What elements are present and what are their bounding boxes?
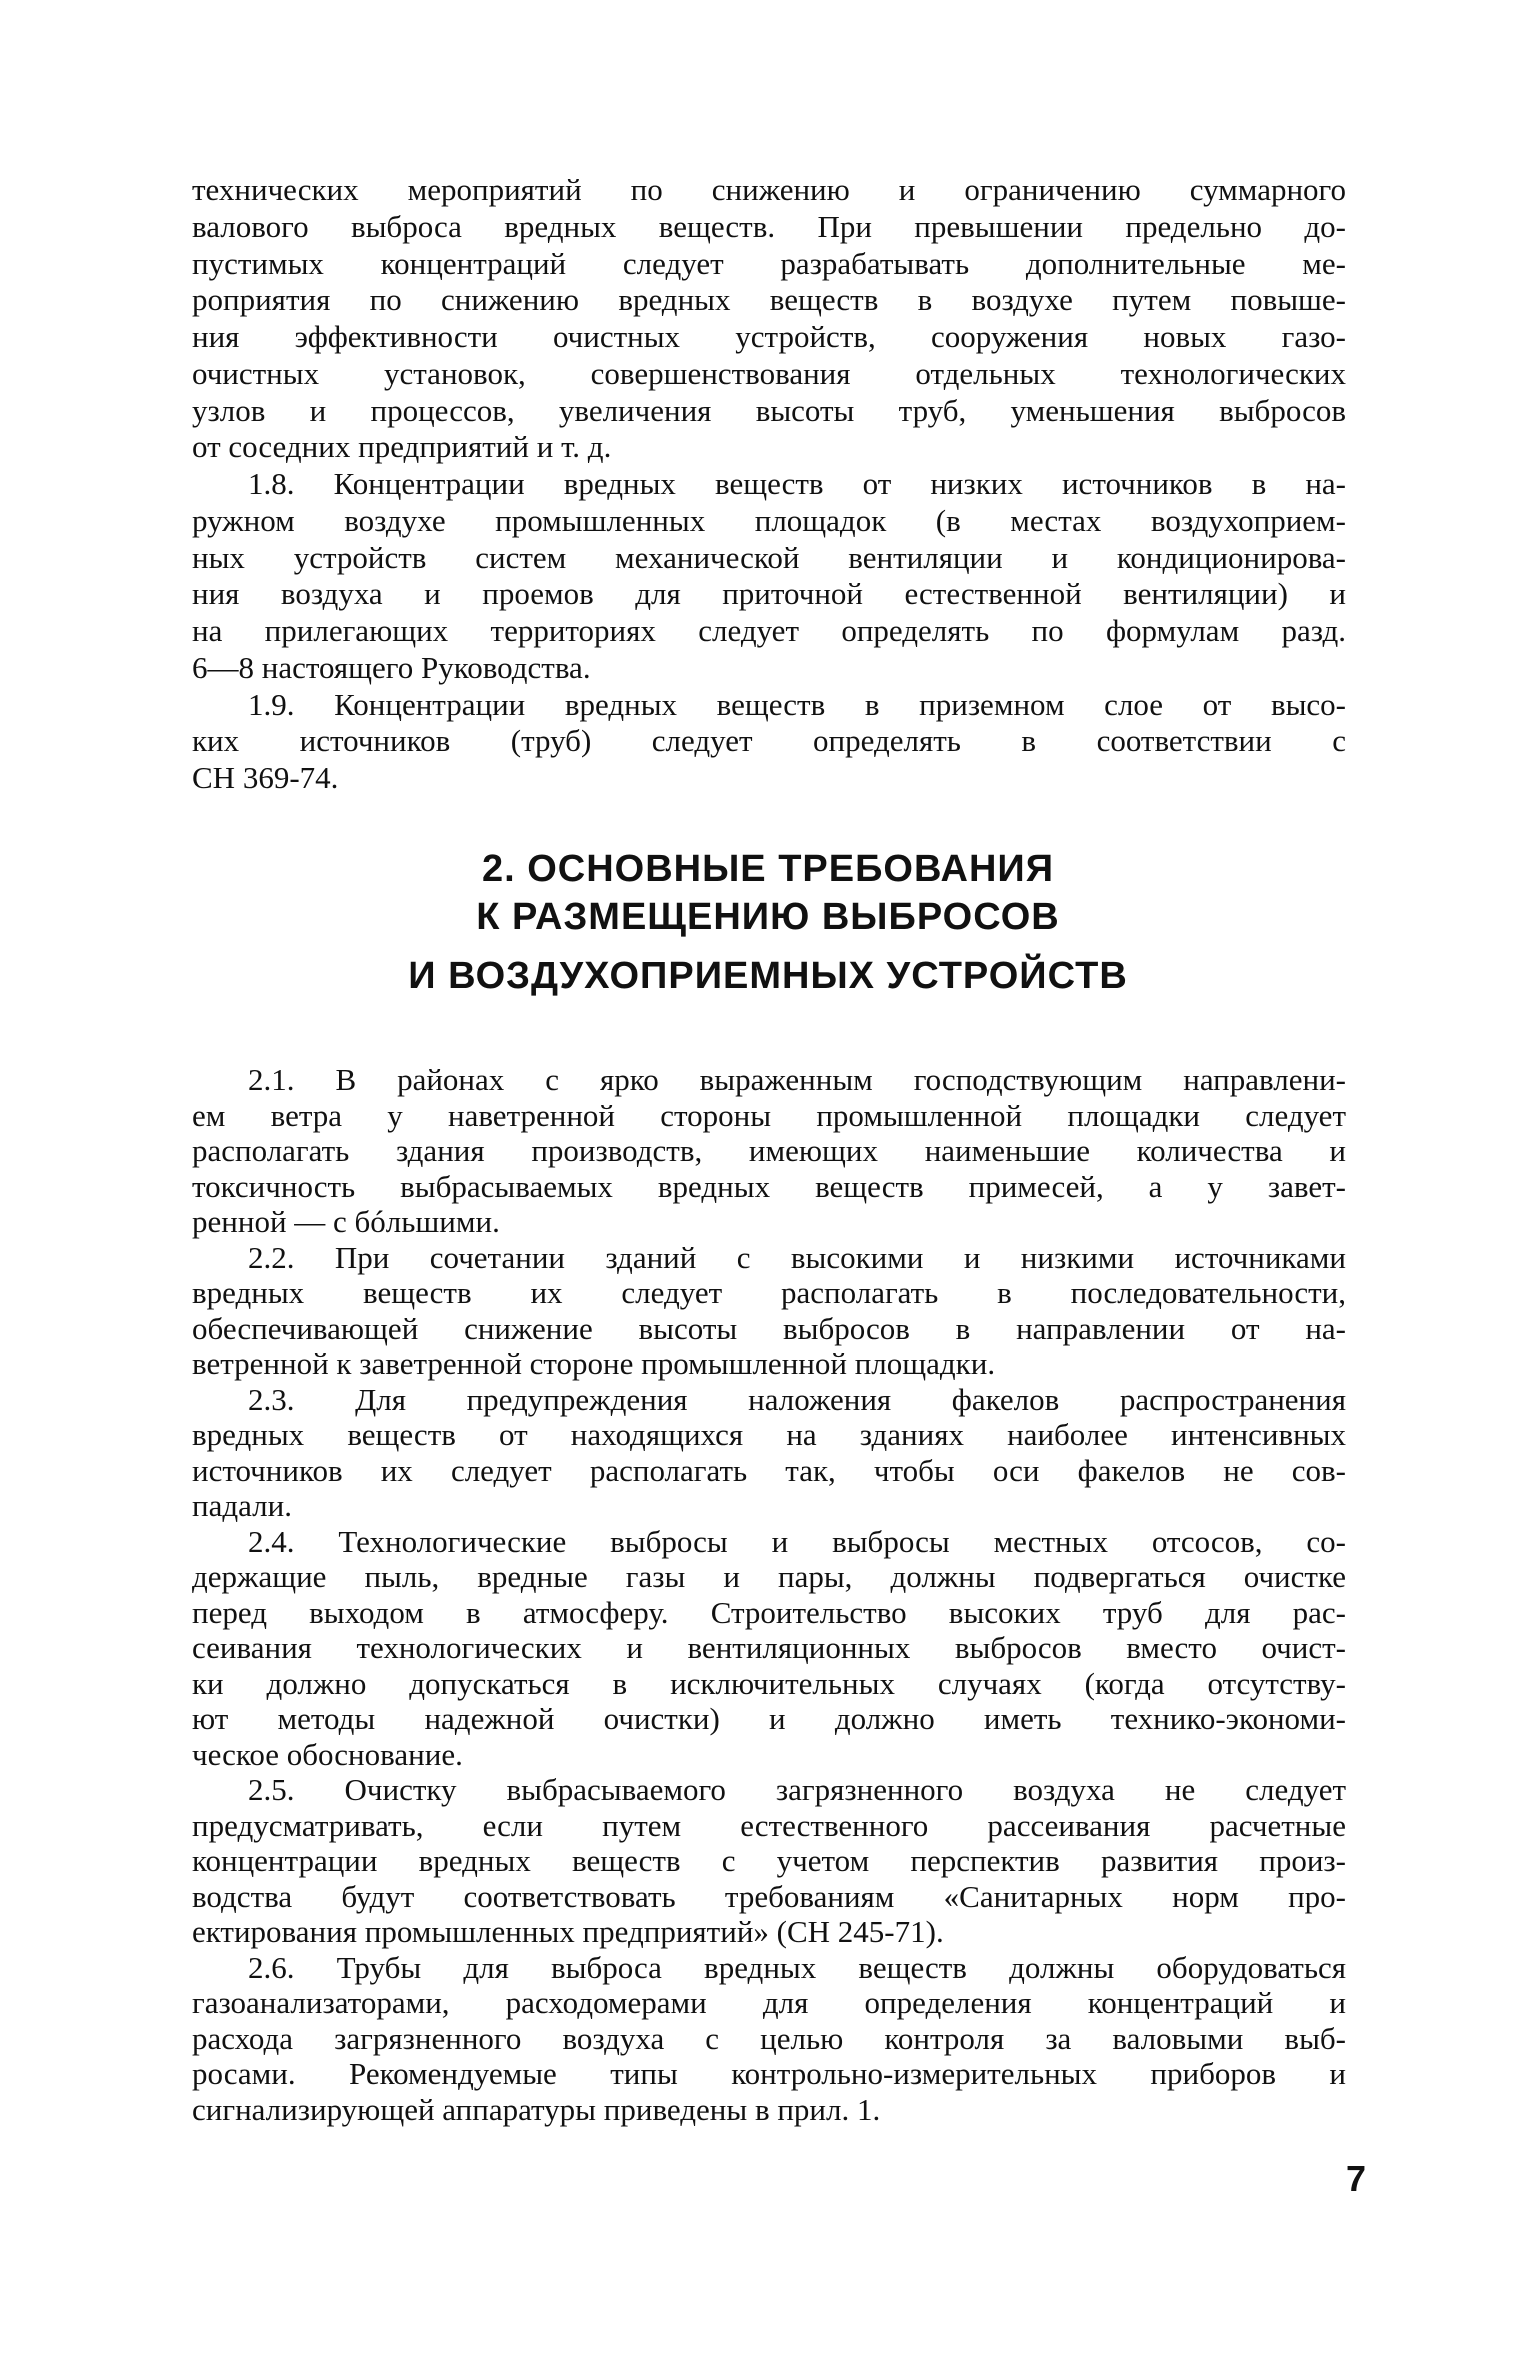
paragraph-line: вредных веществ их следует располагать в последовательности,	[192, 1275, 1346, 1310]
paragraph-line: газоанализаторами, расходомерами для определения концентраций и	[192, 1985, 1346, 2020]
paragraph-line: ки должно допускаться в исключительных случаях (когда отсутству-	[192, 1665, 1346, 1701]
paragraph-line: вредных веществ от находящихся на зданиях наиболее интенсивных	[192, 1417, 1346, 1452]
paragraph-line: перед выходом в атмосферу. Строительство высоких труб для рас-	[192, 1594, 1346, 1630]
paragraph-line: ренной — с бóльшими.	[192, 1204, 500, 1239]
paragraph-line: располагать здания производств, имеющих наименьшие количества и	[192, 1133, 1346, 1168]
paragraph-line: ем ветра у наветренной стороны промышленной площадки следует	[192, 1097, 1346, 1133]
section-heading-line-1: 2. ОСНОВНЫЕ ТРЕБОВАНИЯ	[481, 848, 1055, 890]
paragraph-line: сигнализирующей аппаратуры приведены в прил. 1.	[192, 2091, 881, 2127]
paragraph-line: токсичность выбрасываемых вредных веществ примесей, а у завет-	[192, 1168, 1346, 1204]
paragraph-line: технических мероприятий по снижению и ограничению суммарного	[192, 172, 1346, 207]
paragraph-line: 1.9. Концентрации вредных веществ в приземном слое от высо-	[248, 686, 1346, 722]
paragraph-line: 2.1. В районах с ярко выраженным господствующим направлени-	[248, 1062, 1346, 1097]
paragraph-line: ческое обоснование.	[192, 1736, 463, 1772]
page-number: 7	[1346, 2158, 1367, 2199]
text-block-section-1	[192, 172, 1346, 797]
paragraph-line: СН 369-74.	[192, 760, 339, 795]
paragraph-line: сеивания технологических и вентиляционных выбросов вместо очист-	[192, 1630, 1346, 1665]
paragraph-line: росами. Рекомендуемые типы контрольно-измерительных приборов и	[192, 2056, 1346, 2091]
paragraph-line: 2.5. Очистку выбрасываемого загрязненного воздуха не следует	[248, 1772, 1346, 1807]
paragraph-line: ния воздуха и проемов для приточной естественной вентиляции) и	[192, 576, 1346, 612]
paragraph-line: узлов и процессов, увеличения высоты труб, уменьшения выбросов	[192, 392, 1346, 428]
paragraph-line: расхода загрязненного воздуха с целью контроля за валовыми выб-	[192, 2020, 1346, 2056]
paragraph-line: валового выброса вредных веществ. При превышении предельно до-	[192, 208, 1346, 244]
paragraph-line: водства будут соответствовать требованиям «Санитарных норм про-	[192, 1878, 1346, 1914]
paragraph-line: ектирования промышленных предприятий» (СН 245-71).	[192, 1914, 944, 1949]
section-heading-line-2: К РАЗМЕЩЕНИЮ ВЫБРОСОВ	[476, 896, 1060, 938]
paragraph-line: падали.	[192, 1488, 292, 1523]
paragraph-line: ружном воздухе промышленных площадок (в местах воздухоприем-	[192, 502, 1346, 538]
paragraph-line: ких источников (труб) следует определять в соответствии с	[192, 723, 1346, 759]
paragraph-line: ют методы надежной очистки) и должно иметь технико-экономи-	[192, 1701, 1346, 1736]
paragraph-line: очистных установок, совершенствования отдельных технологических	[192, 355, 1346, 391]
paragraph-line: 2.6. Трубы для выброса вредных веществ должны оборудоваться	[248, 1949, 1346, 1985]
paragraph-line: пустимых концентраций следует разрабатывать дополнительные ме-	[192, 245, 1346, 281]
paragraph-line: ния эффективности очистных устройств, сооружения новых газо-	[192, 319, 1346, 354]
paragraph-line: 2.2. При сочетании зданий с высокими и низкими источниками	[248, 1239, 1346, 1275]
paragraph-line: обеспечивающей снижение высоты выбросов в направлении от на-	[192, 1310, 1346, 1346]
paragraph-line: 6—8 настоящего Руководства.	[192, 649, 591, 685]
paragraph-line: на прилегающих территориях следует определять по формулам разд.	[192, 613, 1346, 648]
paragraph-line: от соседних предприятий и т. д.	[192, 429, 612, 465]
paragraph-line: 1.8. Концентрации вредных веществ от низких источников в на-	[248, 466, 1346, 501]
section-heading-line-3: И ВОЗДУХОПРИЕМНЫХ УСТРОЙСТВ	[408, 955, 1128, 997]
paragraph-line: источников их следует располагать так, чтобы оси факелов не сов-	[192, 1452, 1346, 1488]
paragraph-line: концентрации вредных веществ с учетом перспектив развития произ-	[192, 1843, 1346, 1878]
paragraph-line: роприятия по снижению вредных веществ в воздухе путем повыше-	[192, 282, 1346, 318]
paragraph-line: ветренной к заветренной стороне промышленной площадки.	[192, 1346, 996, 1381]
paragraph-line: 2.3. Для предупреждения наложения факелов распространения	[248, 1381, 1346, 1417]
paragraph-line: держащие пыль, вредные газы и пары, должны подвергаться очистке	[192, 1559, 1346, 1594]
paragraph-line: 2.4. Технологические выбросы и выбросы местных отсосов, со-	[248, 1523, 1346, 1559]
paragraph-line: ных устройств систем механической вентиляции и кондиционирова-	[192, 539, 1346, 575]
text-block-section-2	[192, 1062, 1346, 2127]
paragraph-line: предусматривать, если путем естественного рассеивания расчетные	[192, 1807, 1346, 1843]
